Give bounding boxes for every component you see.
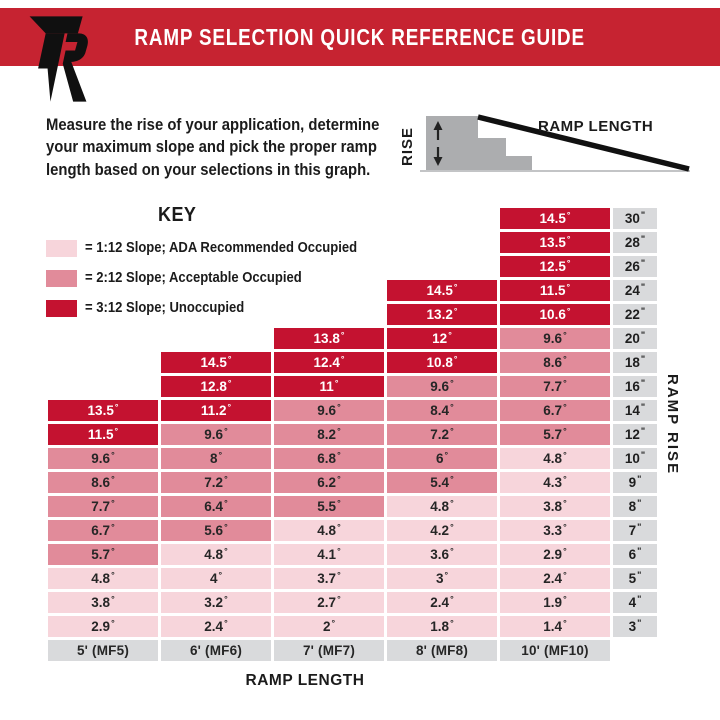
column-header-cell: 7' (MF7) [274,640,384,661]
angle-cell: 9.6 ° [161,424,271,445]
angle-cell: 10.8 ° [387,352,497,373]
intro-text [46,114,406,181]
angle-cell: 6.2 ° [274,472,384,493]
empty-cell [48,328,158,349]
angle-cell: 5.6 ° [161,520,271,541]
empty-cell [48,256,158,277]
rise-cell: 9 " [613,472,657,493]
page-title: RAMP SELECTION QUICK REFERENCE GUIDE [134,23,586,50]
brand-logo-tr-icon [22,12,94,106]
rise-cell: 18 " [613,352,657,373]
angle-cell: 11.5 ° [48,424,158,445]
angle-cell: 13.5 ° [500,232,610,253]
legend-label: = 3:12 Slope; Unoccupied [85,300,245,316]
angle-cell: 11.5 ° [500,280,610,301]
angle-cell: 7.2 ° [387,424,497,445]
intro-line: Measure the rise of your application, determine [46,116,380,134]
rise-cell: 3 " [613,616,657,637]
rise-cell: 22 " [613,304,657,325]
empty-cell [161,304,271,325]
rise-cell: 8 " [613,496,657,517]
angle-cell: 1.8 ° [387,616,497,637]
angle-cell: 2.7 ° [274,592,384,613]
angle-cell: 2.4 ° [387,592,497,613]
empty-cell [48,208,158,229]
angle-cell: 5.4 ° [387,472,497,493]
empty-cell [161,328,271,349]
ramp-diagram [398,100,698,190]
empty-cell [274,256,384,277]
header-banner [0,8,720,66]
rise-cell: 20 " [613,328,657,349]
angle-cell: 14.5 ° [500,208,610,229]
angle-cell: 1.4 ° [500,616,610,637]
empty-cell [48,352,158,373]
rise-cell: 6 " [613,544,657,565]
angle-cell: 3.8 ° [500,496,610,517]
empty-cell [161,280,271,301]
rise-cell: 28 " [613,232,657,253]
column-header-cell: 10' (MF10) [500,640,610,661]
angle-cell: 4.8 ° [274,520,384,541]
intro-line: your maximum slope and pick the proper ramp [46,138,377,157]
angle-cell: 2.4 ° [500,568,610,589]
angle-cell: 9.6 ° [48,448,158,469]
angle-cell: 7.2 ° [161,472,271,493]
legend-label: = 1:12 Slope; ADA Recommended Occupied [85,240,358,256]
ground-line [420,170,690,172]
angle-cell: 4.8 ° [387,496,497,517]
angle-cell: 2.9 ° [48,616,158,637]
angle-cell: 1.9 ° [500,592,610,613]
angle-cell: 5.5 ° [274,496,384,517]
angle-cell: 8.6 ° [500,352,610,373]
angle-cell: 9.6 ° [387,376,497,397]
empty-cell [48,280,158,301]
empty-cell [387,208,497,229]
angle-cell: 14.5 ° [387,280,497,301]
empty-cell [274,280,384,301]
angle-cell: 4.8 ° [500,448,610,469]
column-header-cell: 5' (MF5) [48,640,158,661]
intro-line: length based on your selections in this graph. [46,160,371,179]
angle-cell: 3.8 ° [48,592,158,613]
empty-cell [48,304,158,325]
rise-cell: 12 " [613,424,657,445]
angle-cell: 13.2 ° [387,304,497,325]
rise-cell: 7 " [613,520,657,541]
angle-cell: 7.7 ° [48,496,158,517]
angle-cell: 8.6 ° [48,472,158,493]
angle-cell: 12.8 ° [161,376,271,397]
legend-label: = 2:12 Slope; Acceptable Occupied [85,270,302,286]
rise-cell: 16 " [613,376,657,397]
column-header-cell: 8' (MF8) [387,640,497,661]
empty-cell [387,232,497,253]
angle-cell: 6.7 ° [48,520,158,541]
empty-cell [48,232,158,253]
angle-cell: 12.5 ° [500,256,610,277]
column-header-cell: 6' (MF6) [161,640,271,661]
ramp-table [48,208,657,661]
angle-cell: 9.6 ° [500,328,610,349]
empty-cell [274,208,384,229]
empty-cell [274,232,384,253]
angle-cell: 10.6 ° [500,304,610,325]
angle-cell: 12.4 ° [274,352,384,373]
angle-cell: 13.8 ° [274,328,384,349]
angle-cell: 4.1 ° [274,544,384,565]
angle-cell: 7.7 ° [500,376,610,397]
angle-cell: 11.2 ° [161,400,271,421]
angle-cell: 3.7 ° [274,568,384,589]
rise-cell: 4 " [613,592,657,613]
angle-cell: 5.7 ° [48,544,158,565]
empty-cell [161,256,271,277]
rise-cell: 5 " [613,568,657,589]
angle-cell: 8.2 ° [274,424,384,445]
angle-cell: 8.4 ° [387,400,497,421]
angle-cell: 9.6 ° [274,400,384,421]
angle-cell: 4.8 ° [48,568,158,589]
angle-cell: 2 ° [274,616,384,637]
angle-cell: 11 ° [274,376,384,397]
empty-cell [48,376,158,397]
diagram-rise-label: RISE [399,126,416,166]
angle-cell: 5.7 ° [500,424,610,445]
angle-cell: 12 ° [387,328,497,349]
empty-cell [161,232,271,253]
legend-title: KEY [158,204,197,226]
angle-cell: 3.3 ° [500,520,610,541]
empty-cell [387,256,497,277]
angle-cell: 6.4 ° [161,496,271,517]
angle-cell: 3.2 ° [161,592,271,613]
rise-cell: 24 " [613,280,657,301]
angle-cell: 4.2 ° [387,520,497,541]
angle-cell: 4 ° [161,568,271,589]
angle-cell: 3 ° [387,568,497,589]
angle-cell: 4.8 ° [161,544,271,565]
rise-cell: 10 " [613,448,657,469]
angle-cell: 13.5 ° [48,400,158,421]
ramp-rise-axis-label: RAMP RISE [664,374,681,476]
angle-cell: 6.7 ° [500,400,610,421]
diagram-ramp-length-label: RAMP LENGTH [538,118,654,135]
rise-cell: 14 " [613,400,657,421]
angle-cell: 14.5 ° [161,352,271,373]
angle-cell: 6.8 ° [274,448,384,469]
angle-cell: 2.4 ° [161,616,271,637]
empty-cell [161,208,271,229]
angle-cell: 6 ° [387,448,497,469]
angle-cell: 2.9 ° [500,544,610,565]
empty-cell [274,304,384,325]
rise-cell: 30 " [613,208,657,229]
rise-cell: 26 " [613,256,657,277]
angle-cell: 3.6 ° [387,544,497,565]
angle-cell: 4.3 ° [500,472,610,493]
ramp-length-axis-label: RAMP LENGTH [245,672,365,689]
angle-cell: 8 ° [161,448,271,469]
